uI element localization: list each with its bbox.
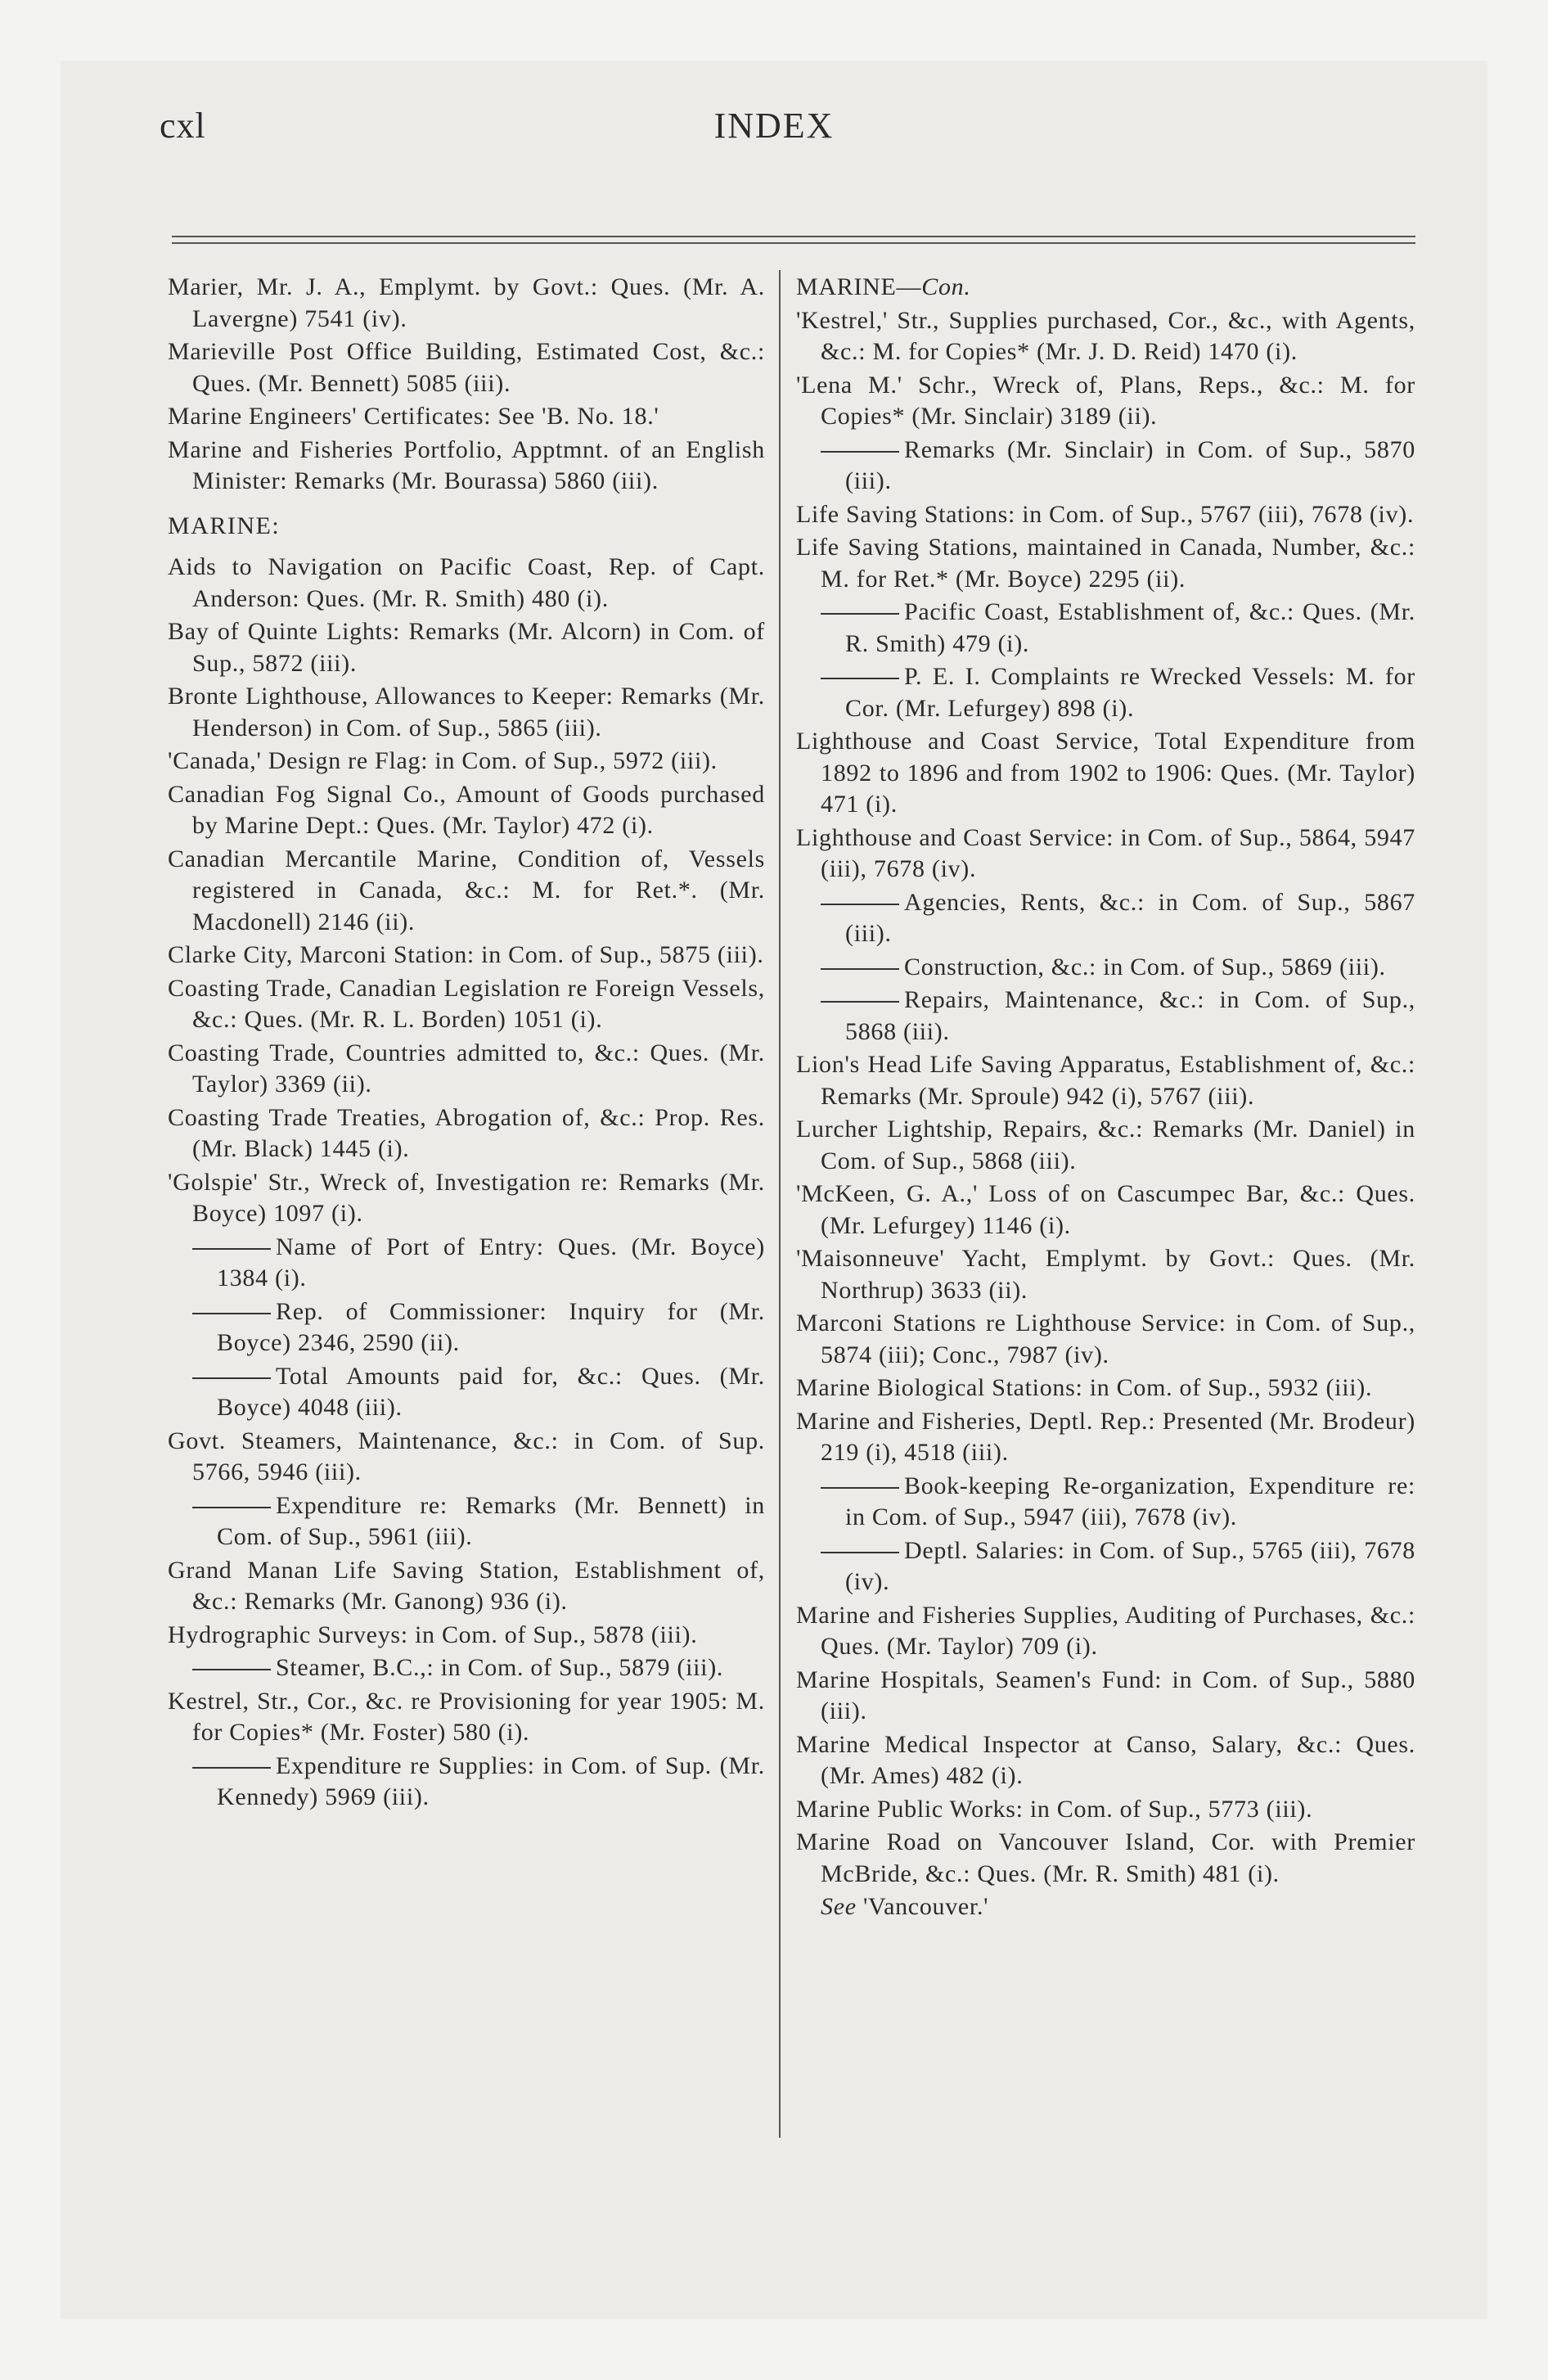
index-entry (168, 1038, 765, 1101)
index-entry (796, 1373, 1415, 1404)
index-entry (168, 746, 765, 778)
ditto-dash (821, 1487, 899, 1489)
right-entries-list (796, 305, 1415, 1891)
index-entry (796, 1665, 1415, 1728)
ditto-dash (821, 613, 899, 615)
entry-text: Rep. of Commissioner: Inquiry for (Mr. Boyce) 2346, 2590 (ii). (217, 1297, 765, 1356)
ditto-dash (192, 1669, 271, 1670)
ditto-dash (192, 1767, 271, 1769)
index-subentry (168, 1296, 765, 1359)
entry-text: Total Amounts paid for, &c.: Ques. (Mr. Boyce) 4048 (iii). (217, 1362, 765, 1421)
index-entry (168, 1167, 765, 1230)
entry-text: Marine Biological Stations: in Com. of Sup., 5932 (iii). (796, 1374, 1373, 1401)
section-heading: MARINE: (168, 512, 281, 539)
left-entries-list (168, 552, 765, 1814)
index-entry (168, 844, 765, 939)
index-entry: Marine and Fisheries Portfolio, Apptmnt. of an English Minister: Remarks (Mr. Bourassa) 5860 (iii). (168, 435, 765, 494)
index-subentry (168, 1361, 765, 1424)
entry-text: Canadian Mercantile Marine, Condition of, Vessels registered in Canada, &c.: M. for Ret.*. (Mr. Macdonell) 2146 (ii). (168, 845, 765, 935)
page-title: INDEX (713, 106, 835, 146)
entry-text: Remarks (Mr. Sinclair) in Com. of Sup., 5870 (iii). (845, 435, 1415, 494)
entry-text: Canadian Fog Signal Co., Amount of Goods purchased by Marine Dept.: Ques. (Mr. Taylor) 472 (i). (168, 780, 765, 839)
entry-text: Lurcher Lightship, Repairs, &c.: Remarks (Mr. Daniel) in Com. of Sup., 5868 (iii). (796, 1116, 1415, 1174)
entry-text: Lion's Head Life Saving Apparatus, Establishment of, &c.: Remarks (Mr. Sproule) 942 (i), 5767 (iii). (796, 1051, 1415, 1110)
entry-text: Repairs, Maintenance, &c.: in Com. of Sup., 5868 (iii). (845, 986, 1415, 1045)
entry-text: Name of Port of Entry: Ques. (Mr. Boyce) 1384 (i). (217, 1233, 765, 1291)
index-entry (168, 681, 765, 744)
entry-text: Bay of Quinte Lights: Remarks (Mr. Alcorn) in Com. of Sup., 5872 (iii). (168, 618, 765, 677)
entry-text: Govt. Steamers, Maintenance, &c.: in Com. of Sup. 5766, 5946 (iii). (168, 1427, 765, 1485)
index-subentry (796, 661, 1415, 724)
index-entry (796, 1600, 1415, 1663)
index-subentry (796, 435, 1415, 498)
entry-text: Book-keeping Re-organization, Expenditure re: in Com. of Sup., 5947 (iii), 7678 (iv). (845, 1472, 1415, 1530)
index-entry (796, 1308, 1415, 1371)
entry-text: 'McKeen, G. A.,' Loss of on Cascumpec Bar, &c.: Ques. (Mr. Lefurgey) 1146 (i). (796, 1180, 1415, 1239)
index-entry (796, 823, 1415, 886)
index-entry (796, 1114, 1415, 1177)
entry-text: Expenditure re: Remarks (Mr. Bennett) in Com. of Sup., 5961 (iii). (217, 1491, 765, 1550)
index-entry (168, 1555, 765, 1618)
entry-text: Marine Road on Vancouver Island, Cor. with Premier McBride, &c.: Ques. (Mr. R. Smith) 481 (i). (796, 1828, 1415, 1887)
entry-text: Marine Public Works: in Com. of Sup., 5773 (iii). (796, 1795, 1313, 1823)
index-subentry (796, 887, 1415, 950)
index-subentry (796, 952, 1415, 984)
column-divider (779, 270, 781, 2138)
page-number: cxl (160, 106, 206, 146)
entry-text: 'Kestrel,' Str., Supplies purchased, Cor., &c., with Agents, &c.: M. for Copies* (Mr. J. D. Reid) 1470 (i). (796, 306, 1415, 365)
entry-text: Pacific Coast, Establishment of, &c.: Ques. (Mr. R. Smith) 479 (i). (845, 598, 1415, 657)
entry-text: Aids to Navigation on Pacific Coast, Rep. of Capt. Anderson: Ques. (Mr. R. Smith) 480 (i). (168, 553, 765, 612)
see-also-entry (796, 1891, 1415, 1923)
header-rule-bottom (172, 242, 1415, 244)
entry-text: Life Saving Stations, maintained in Canada, Number, &c.: M. for Ret.* (Mr. Boyce) 2295 (ii). (796, 534, 1415, 593)
ditto-dash (821, 1001, 899, 1003)
index-subentry (168, 1751, 765, 1814)
entry-text: Marine and Fisheries, Deptl. Rep.: Presented (Mr. Brodeur) 219 (i), 4518 (iii). (796, 1407, 1415, 1466)
index-subentry (796, 985, 1415, 1048)
entry-text: Coasting Trade, Canadian Legislation re Foreign Vessels, &c.: Ques. (Mr. R. L. Borden) 1051 (i). (168, 974, 765, 1033)
entry-text: Marconi Stations re Lighthouse Service: in Com. of Sup., 5874 (iii); Conc., 7987 (iv). (796, 1309, 1415, 1368)
header-rule-top (172, 236, 1415, 237)
index-entry (796, 499, 1415, 531)
ditto-dash (192, 1507, 271, 1508)
ditto-dash (821, 678, 899, 679)
index-entry (796, 1794, 1415, 1826)
index-entry (796, 726, 1415, 821)
index-entry (796, 1729, 1415, 1792)
ditto-dash (821, 968, 899, 970)
index-subentry (168, 1652, 765, 1684)
index-entry: Marier, Mr. J. A., Emplymt. by Govt.: Ques. (Mr. A. Lavergne) 7541 (iv). (168, 273, 765, 332)
index-subentry (168, 1232, 765, 1295)
index-entry (796, 370, 1415, 433)
entry-text: Coasting Trade, Countries admitted to, &c.: Ques. (Mr. Taylor) 3369 (ii). (168, 1039, 765, 1098)
index-entry: Marine Engineers' Certificates: See 'B. No. 18.' (168, 403, 659, 430)
entry-text: Marine Medical Inspector at Canso, Salary, &c.: Ques. (Mr. Ames) 482 (i). (796, 1730, 1415, 1789)
entry-text: Life Saving Stations: in Com. of Sup., 5767 (iii), 7678 (iv). (796, 500, 1415, 528)
index-entry (796, 305, 1415, 368)
entry-text: Deptl. Salaries: in Com. of Sup., 5765 (iii), 7678 (iv). (845, 1536, 1415, 1595)
ditto-dash (192, 1313, 271, 1314)
index-entry (168, 940, 765, 971)
index-entry: Marieville Post Office Building, Estimated Cost, &c.: Ques. (Mr. Bennett) 5085 (iii). (168, 338, 765, 397)
index-entry (168, 1620, 765, 1652)
entry-text: Lighthouse and Coast Service: in Com. of Sup., 5864, 5947 (iii), 7678 (iv). (796, 823, 1415, 882)
entry-text: Marine and Fisheries Supplies, Auditing of Purchases, &c.: Ques. (Mr. Taylor) 709 (i). (796, 1601, 1415, 1660)
entry-text: P. E. I. Complaints re Wrecked Vessels: M. for Cor. (Mr. Lefurgey) 898 (i). (845, 663, 1415, 722)
entry-text: Clarke City, Marconi Station: in Com. of Sup., 5875 (iii). (168, 941, 764, 968)
index-entry (168, 616, 765, 679)
entry-text: Grand Manan Life Saving Station, Establishment of, &c.: Remarks (Mr. Ganong) 936 (i). (168, 1556, 765, 1615)
index-entry (168, 1426, 765, 1489)
ditto-dash (192, 1377, 271, 1379)
index-entry (796, 1406, 1415, 1469)
index-entry (796, 1049, 1415, 1112)
left-column (168, 272, 765, 1815)
index-entry (168, 1686, 765, 1749)
see-also-target: 'Vancouver.' (862, 1893, 989, 1920)
index-entry (168, 779, 765, 842)
ditto-dash (821, 1552, 899, 1553)
ditto-dash (192, 1248, 271, 1250)
entry-text: Steamer, B.C.,: in Com. of Sup., 5879 (iii). (276, 1654, 724, 1681)
index-entry (796, 532, 1415, 595)
entry-text: Marine Hospitals, Seamen's Fund: in Com. of Sup., 5880 (iii). (796, 1666, 1415, 1724)
index-subentry (168, 1490, 765, 1553)
index-entry (168, 973, 765, 1036)
index-entry (796, 1243, 1415, 1306)
entry-text: 'Canada,' Design re Flag: in Com. of Sup., 5972 (iii). (168, 747, 718, 774)
entry-text: Bronte Lighthouse, Allowances to Keeper: Remarks (Mr. Henderson) in Com. of Sup., 5865 (iii). (168, 683, 765, 741)
entry-text: Construction, &c.: in Com. of Sup., 5869 (iii). (904, 953, 1386, 980)
index-entry (796, 1827, 1415, 1890)
entry-text: Agencies, Rents, &c.: in Com. of Sup., 5867 (iii). (845, 888, 1415, 947)
entry-text: Coasting Trade Treaties, Abrogation of, &c.: Prop. Res. (Mr. Black) 1445 (i). (168, 1103, 765, 1162)
entry-text: Expenditure re Supplies: in Com. of Sup. (Mr. Kennedy) 5969 (iii). (217, 1751, 765, 1810)
entry-text: 'Lena M.' Schr., Wreck of, Plans, Reps., &c.: M. for Copies* (Mr. Sinclair) 3189 (ii). (796, 371, 1415, 430)
index-subentry (796, 597, 1415, 660)
index-entry (796, 1179, 1415, 1242)
entry-text: Kestrel, Str., Cor., &c. re Provisioning for year 1905: M. for Copies* (Mr. Foster) 580 (i). (168, 1687, 765, 1746)
see-also-prefix: See (821, 1893, 857, 1920)
entry-text: Hydrographic Surveys: in Com. of Sup., 5878 (iii). (168, 1620, 698, 1648)
right-column (796, 272, 1415, 1925)
pre-entries (168, 272, 765, 498)
entry-text: 'Golspie' Str., Wreck of, Investigation re: Remarks (Mr. Boyce) 1097 (i). (168, 1168, 765, 1227)
ditto-dash (821, 451, 899, 453)
index-entry (168, 552, 765, 615)
index-entry (168, 1102, 765, 1165)
entry-text: 'Maisonneuve' Yacht, Emplymt. by Govt.: Ques. (Mr. Northrup) 3633 (ii). (796, 1245, 1415, 1304)
index-subentry (796, 1471, 1415, 1534)
entry-text: Lighthouse and Coast Service, Total Expenditure from 1892 to 1896 and from 1902 to 1906: Ques. (Mr. Taylor) 471 (i). (796, 728, 1415, 818)
index-subentry (796, 1535, 1415, 1598)
ditto-dash (821, 904, 899, 905)
continuation-heading: MARINE—Con. (796, 273, 971, 300)
